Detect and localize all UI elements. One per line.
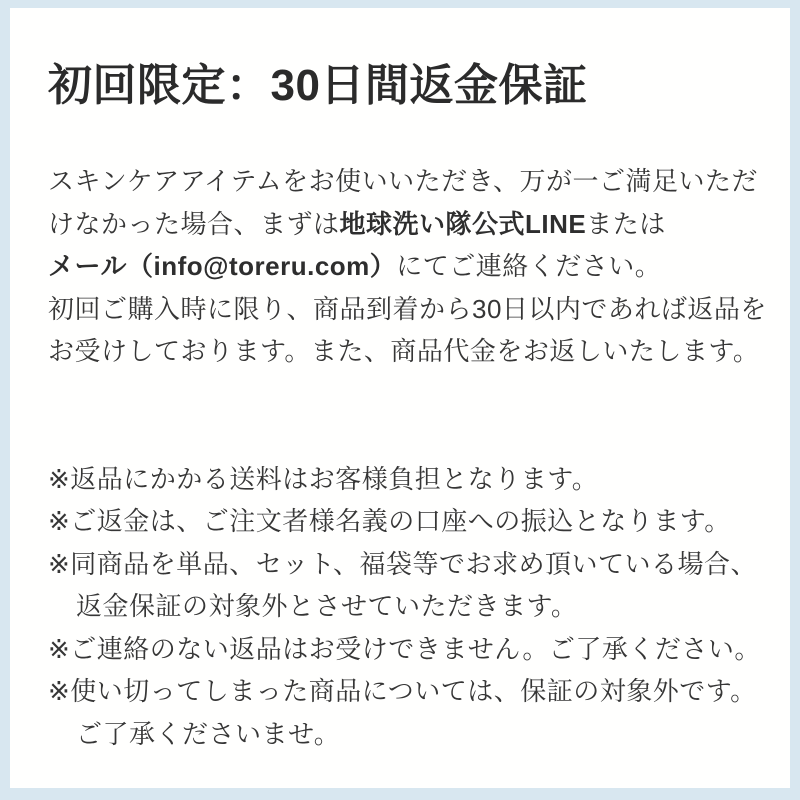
text-segment: 初回ご購入時に限り、商品到着から30日以内であれば返品を: [48, 293, 767, 324]
paragraph-line: [48, 245, 760, 288]
note-line: ※返品にかかる送料はお客様負担となります。: [48, 463, 599, 494]
note-line: ※ご返金は、ご注文者様名義の口座への振込となります。: [48, 506, 731, 536]
guarantee-panel: [10, 8, 790, 788]
paragraph-line: [48, 288, 767, 331]
paragraph-line: [48, 330, 760, 373]
paragraph-line: [48, 203, 760, 246]
note-line: ※ご連絡のない返品はお受けできません。ご了承ください。: [48, 633, 761, 664]
page-title: 初回限定：30日間返金保証: [48, 61, 588, 110]
text-segment: または: [586, 208, 666, 239]
paragraph-line: [48, 160, 760, 203]
text-segment: にてご連絡ください。: [396, 251, 662, 281]
note-line-continuation: ご了承くださいませ。: [76, 718, 341, 749]
text-segment: スキンケアアイテムをお使いいただき、万が一ご満足いただ: [48, 166, 759, 196]
guarantee-notes: [48, 458, 760, 756]
text-segment: お受けしております。また、商品代金をお返しいたします。: [48, 336, 760, 366]
guarantee-description: [48, 160, 767, 373]
panel-content: [10, 8, 790, 755]
line-official-account-label: 地球洗い隊公式LINE: [339, 208, 587, 239]
note-line: ※使い切ってしまった商品については、保証の対象外です。: [48, 676, 757, 706]
note-line: ※同商品を単品、セット、福袋等でお求め頂いている場合、: [48, 548, 757, 579]
note-line-continuation: 返金保証の対象外とさせていただきます。: [76, 591, 578, 621]
contact-email-label: メール（info@toreru.com）: [48, 251, 397, 281]
text-segment: けなかった場合、まずは: [48, 208, 340, 239]
